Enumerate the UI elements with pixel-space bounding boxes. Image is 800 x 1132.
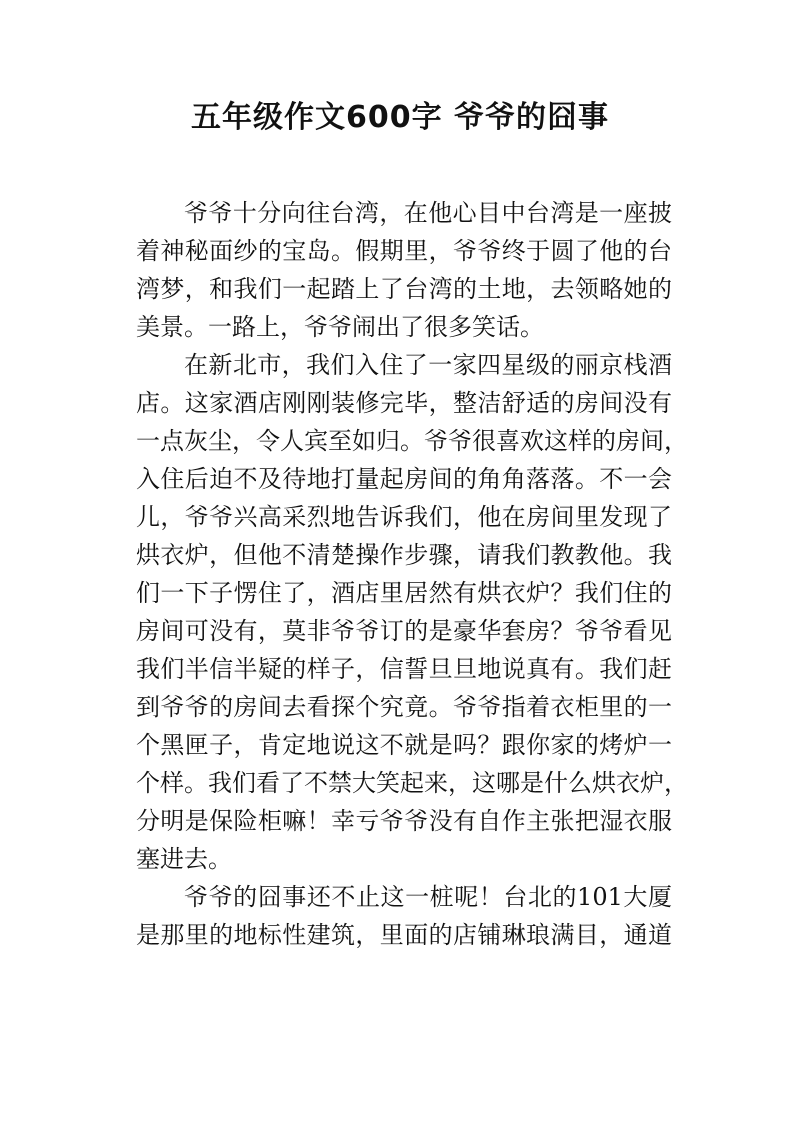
text-line: 一点灰尘，令人宾至如归。爷爷很喜欢这样的房间， xyxy=(136,427,688,455)
text-line: 到爷爷的房间去看探个究竟。爷爷指着衣柜里的一 xyxy=(136,693,672,721)
text-line: 在新北市，我们入住了一家四星级的丽京栈酒 xyxy=(184,351,672,379)
text-line: 个黑匣子，肯定地说这不就是吗？跟你家的烤炉一 xyxy=(136,731,672,759)
text-line: 着神秘面纱的宝岛。假期里，爷爷终于圆了他的台 xyxy=(136,237,672,265)
text-line: 爷爷十分向往台湾，在他心目中台湾是一座披 xyxy=(184,199,672,227)
document-body xyxy=(136,194,688,954)
text-line: 我们半信半疑的样子，信誓旦旦地说真有。我们赶 xyxy=(136,655,672,683)
text-line: 儿，爷爷兴高采烈地告诉我们，他在房间里发现了 xyxy=(136,503,672,531)
text-line: 店。这家酒店刚刚装修完毕，整洁舒适的房间没有 xyxy=(136,389,672,417)
text-line: 分明是保险柜嘛！幸亏爷爷没有自作主张把湿衣服 xyxy=(136,807,672,835)
text-line: 入住后迫不及待地打量起房间的角角落落。不一会 xyxy=(136,465,672,493)
text-line: 个样。我们看了不禁大笑起来，这哪是什么烘衣炉， xyxy=(136,769,688,797)
text-line: 们一下子愣住了，酒店里居然有烘衣炉？我们住的 xyxy=(136,579,672,607)
text-line: 美景。一路上，爷爷闹出了很多笑话。 xyxy=(136,313,544,341)
text-line: 塞进去。 xyxy=(136,845,232,873)
text-line: 烘衣炉，但他不清楚操作步骤，请我们教教他。我 xyxy=(136,541,672,569)
text-line: 湾梦，和我们一起踏上了台湾的土地，去领略她的 xyxy=(136,275,672,303)
text-line: 是那里的地标性建筑，里面的店铺琳琅满目，通道 xyxy=(136,921,672,949)
text-line: 爷爷的囧事还不止这一桩呢！台北的101大厦 xyxy=(184,883,672,911)
document-title: 五年级作文600字 爷爷的囧事 xyxy=(190,100,610,135)
text-line: 房间可没有，莫非爷爷订的是豪华套房？爷爷看见 xyxy=(136,617,672,645)
